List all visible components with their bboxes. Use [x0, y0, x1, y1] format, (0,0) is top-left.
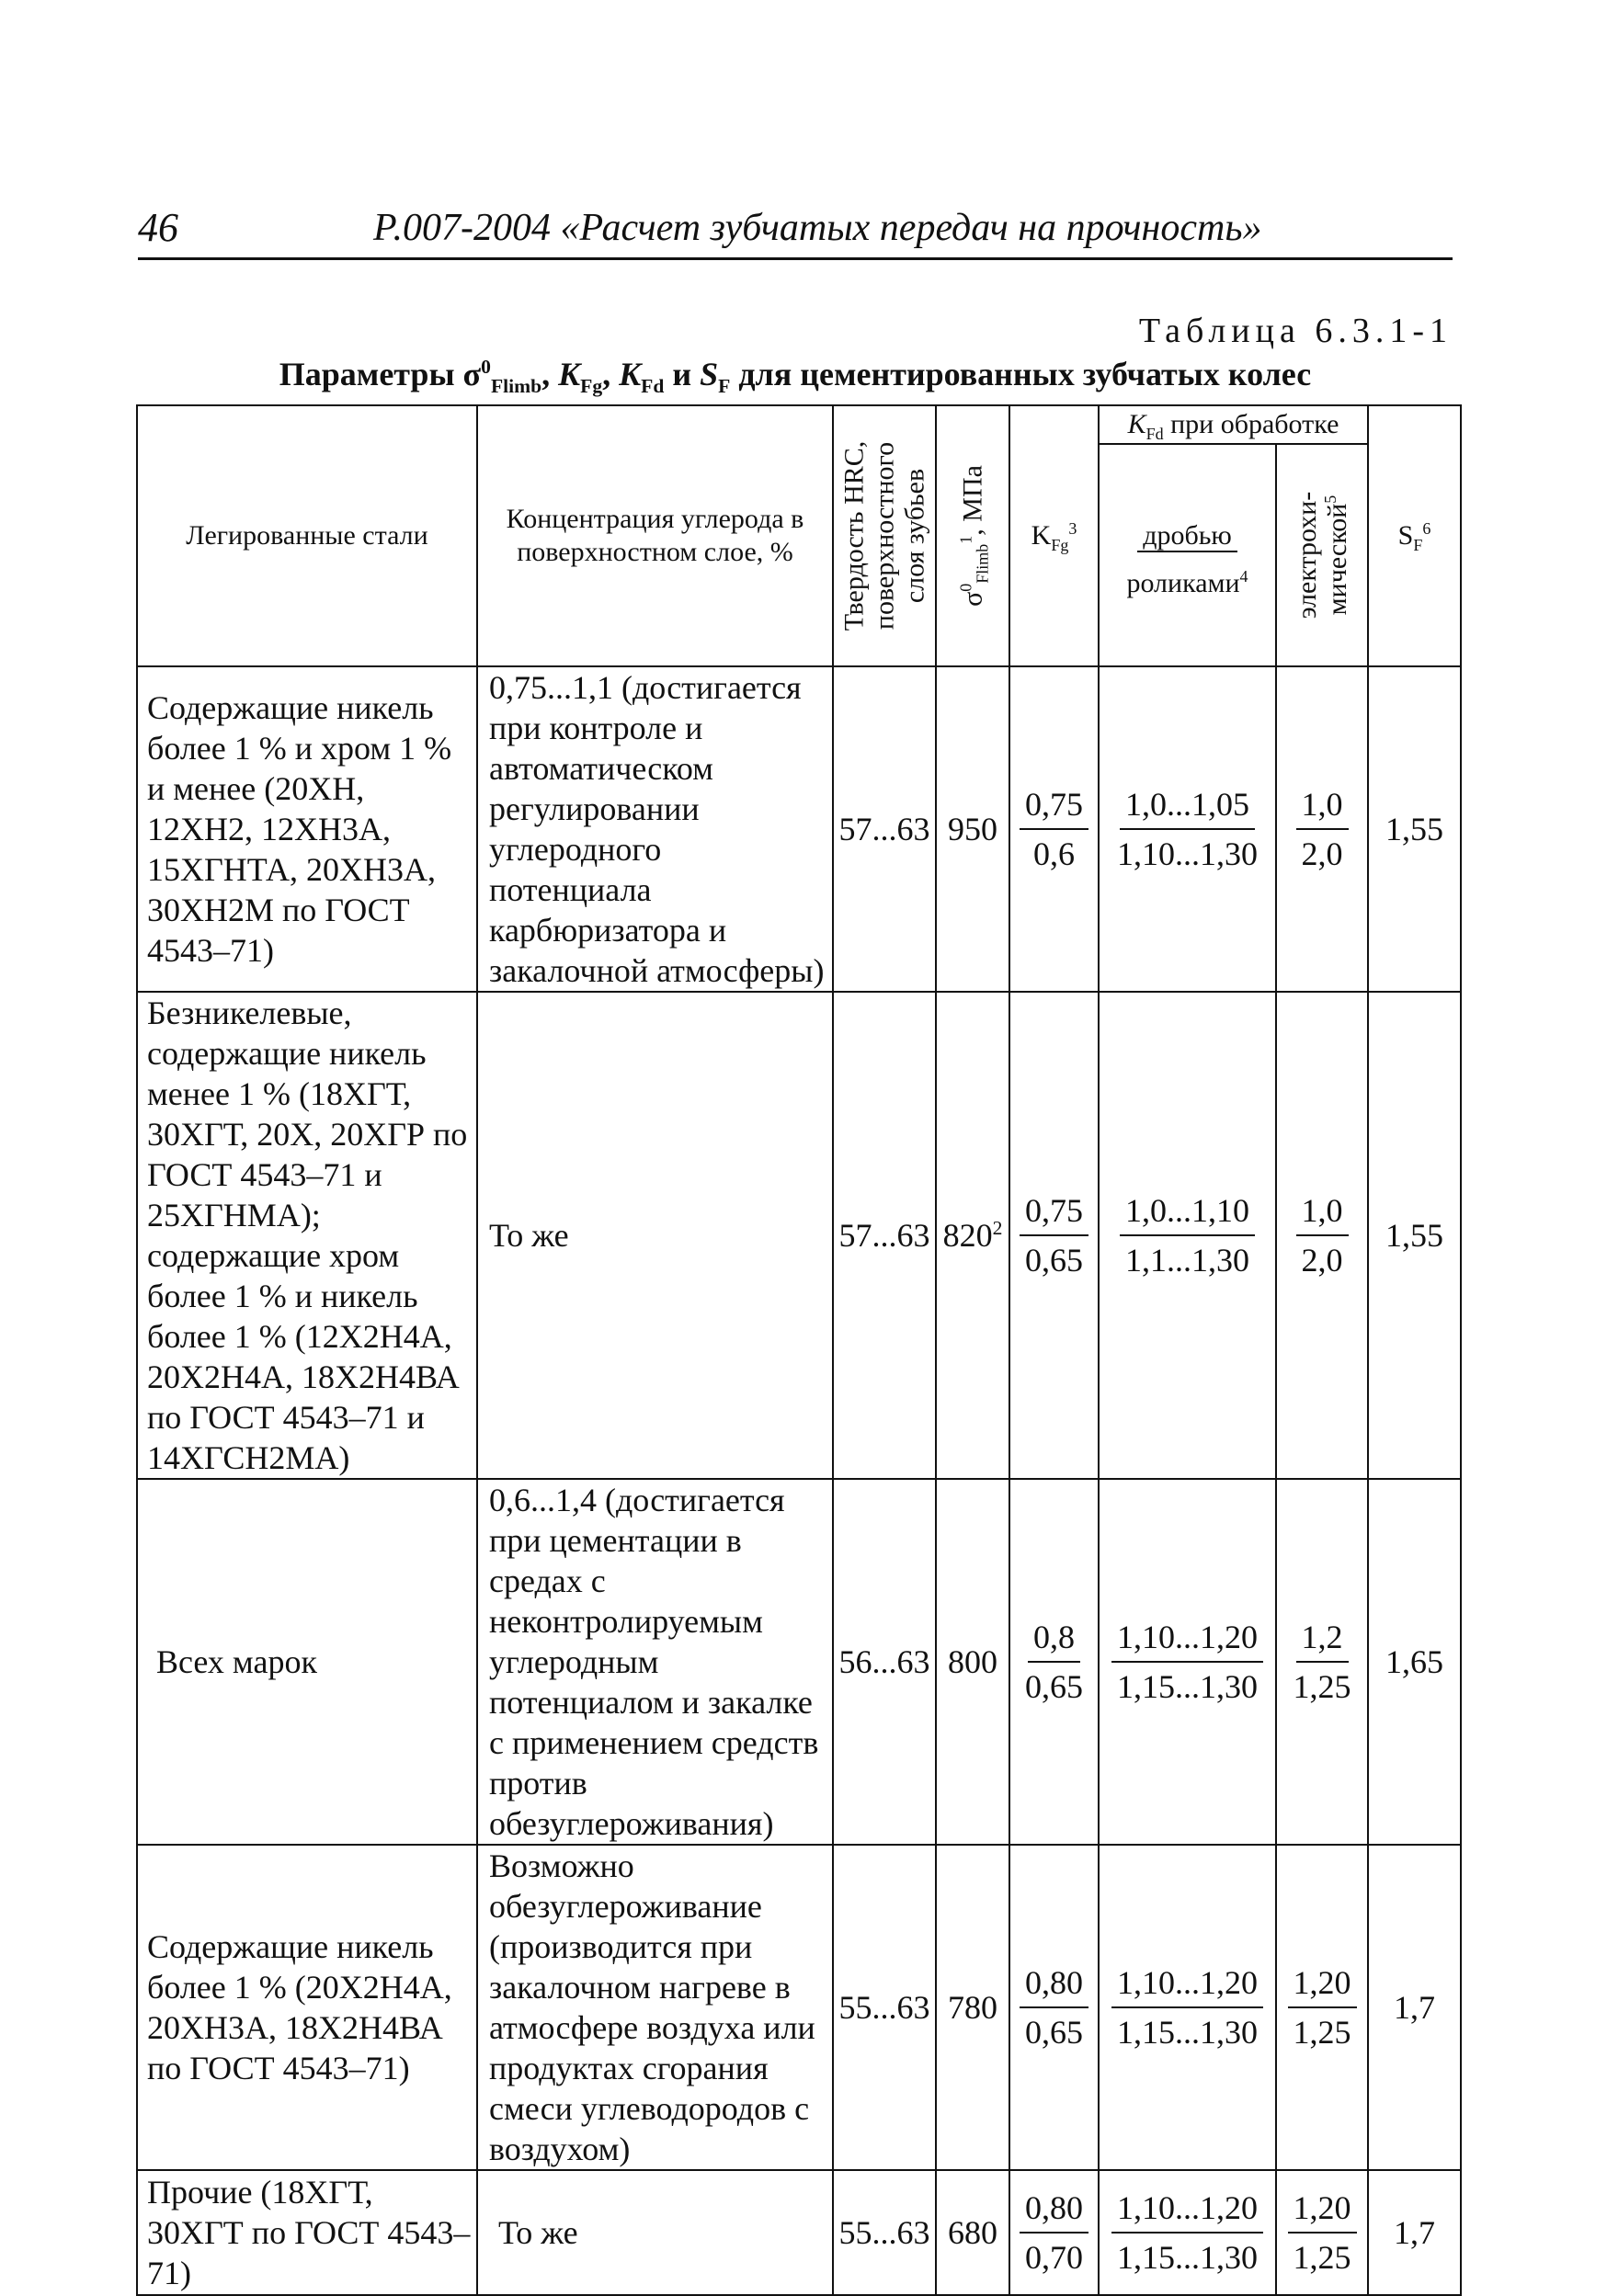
kfd-electro-cell: 1,2 1,25 — [1276, 1479, 1368, 1845]
parameters-table — [136, 404, 1462, 2296]
page-number: 46 — [138, 205, 178, 250]
table-title: Параметры $\sigma^0_{Flimb}$, $K_{Fg}$, $K_{Fd}$ и $S_F$ для цементированных зубчатых колес — [279, 356, 1312, 398]
document-title: Р.007-2004 «Расчет зубчатых передач на прочность» — [373, 207, 1262, 249]
kfd-electro-cell: 1,20 1,25 — [1276, 2170, 1368, 2295]
hardness-cell: 55...63 — [833, 2170, 936, 2295]
kfg-cell: 0,80 0,65 — [1009, 1845, 1099, 2170]
table-row — [137, 992, 1461, 1479]
kfd-shot-cell: 1,0...1,10 1,1...1,30 — [1099, 992, 1276, 1479]
steel-cell: Безникелевые, содержащие никель менее 1 % (18ХГТ, 30ХГТ, 20Х, 20ХГР по ГОСТ 4543–71 и 25ХГНМА); содержащие хром более 1 % и никель более 1 % (12Х2Н4А, 20Х2Н4А, 18Х2Н4ВА по ГОСТ 4543–71 и 14ХГСН2МА) — [137, 992, 477, 1479]
kfd-shot-cell: 1,10...1,20 1,15...1,30 — [1099, 2170, 1276, 2295]
kfd-electro-cell: 1,0 2,0 — [1276, 666, 1368, 992]
sf-cell: 1,7 — [1368, 1845, 1461, 2170]
col-carbon-header: Концентрация углерода в поверхностном слое, % — [477, 405, 833, 666]
sigma-cell: $820^2$ — [936, 992, 1009, 1479]
kfd-shot-cell: 1,0...1,05 1,10...1,30 — [1099, 666, 1276, 992]
col-electro-header: электрохи-мической$^5$ — [1276, 444, 1368, 666]
kfg-cell: 0,80 0,70 — [1009, 2170, 1099, 2295]
hardness-cell: 57...63 — [833, 666, 936, 992]
steel-cell: Содержащие никель более 1 % и хром 1 % и менее (20ХН, 12ХН2, 12ХН3А, 15ХГНТА, 20ХН3А, 30ХН2М по ГОСТ 4543–71) — [137, 666, 477, 992]
col-rollers-header: роликами$^4$ — [1099, 560, 1276, 666]
header-row-1 — [137, 405, 1461, 444]
steel-cell: Прочие (18ХГТ, 30ХГТ по ГОСТ 4543–71) — [137, 2170, 477, 2295]
carbon-cell: 0,6...1,4 (достигается при цементации в средах с неконтролируемым углеродным потенциалом и закалке с применением средств против обезуглероживания) — [477, 1479, 833, 1845]
col-kfd-group-header: $K_{Fd}$ при обработке — [1099, 405, 1368, 444]
steel-cell: Содержащие никель более 1 % (20Х2Н4А, 20ХН3А, 18Х2Н4ВА по ГОСТ 4543–71) — [137, 1845, 477, 2170]
carbon-cell: Возможно обезуглероживание (производится при закалочном нагреве в атмосфере воздуха или продуктах сгорания смеси углеводородов с воздухом) — [477, 1845, 833, 2170]
sigma-cell: 950 — [936, 666, 1009, 992]
page-header — [138, 204, 1453, 260]
sigma-cell: 680 — [936, 2170, 1009, 2295]
col-steel-header: Легированные стали — [137, 405, 477, 666]
sf-cell: 1,65 — [1368, 1479, 1461, 1845]
kfd-shot-cell: 1,10...1,20 1,15...1,30 — [1099, 1845, 1276, 2170]
kfd-electro-cell: 1,20 1,25 — [1276, 1845, 1368, 2170]
sf-cell: 1,55 — [1368, 992, 1461, 1479]
kfg-cell: 0,75 0,6 — [1009, 666, 1099, 992]
carbon-cell: 0,75...1,1 (достигается при контроле и автоматическом регулировании углеродного потенциала карбюризатора и закалочной атмосферы) — [477, 666, 833, 992]
table-row — [137, 1845, 1461, 2170]
carbon-cell: То же — [477, 992, 833, 1479]
kfg-cell: 0,8 0,65 — [1009, 1479, 1099, 1845]
table-row — [137, 1479, 1461, 1845]
sigma-cell: 780 — [936, 1845, 1009, 2170]
sigma-cell: 800 — [936, 1479, 1009, 1845]
table-row — [137, 666, 1461, 992]
kfd-shot-cell: 1,10...1,20 1,15...1,30 — [1099, 1479, 1276, 1845]
table-row — [137, 2170, 1461, 2295]
sf-cell: 1,7 — [1368, 2170, 1461, 2295]
col-hardness-header: Твердость HRC, поверхностного слоя зубьев — [833, 405, 936, 666]
col-sf-header: $S_F^6$ — [1368, 405, 1461, 666]
col-sigma-header: $\sigma^0_{Flimb}^1$, МПа — [936, 405, 1009, 666]
col-kfg-header: $K_{Fg}^3$ — [1009, 405, 1099, 666]
steel-cell: Всех марок — [137, 1479, 477, 1845]
col-shot-header: дробью — [1099, 444, 1276, 560]
carbon-cell: То же — [477, 2170, 833, 2295]
hardness-cell: 57...63 — [833, 992, 936, 1479]
hardness-cell: 56...63 — [833, 1479, 936, 1845]
kfd-electro-cell: 1,0 2,0 — [1276, 992, 1368, 1479]
sf-cell: 1,55 — [1368, 666, 1461, 992]
table-caption: Таблица 6.3.1-1 — [1138, 312, 1453, 350]
kfg-cell: 0,75 0,65 — [1009, 992, 1099, 1479]
hardness-cell: 55...63 — [833, 1845, 936, 2170]
